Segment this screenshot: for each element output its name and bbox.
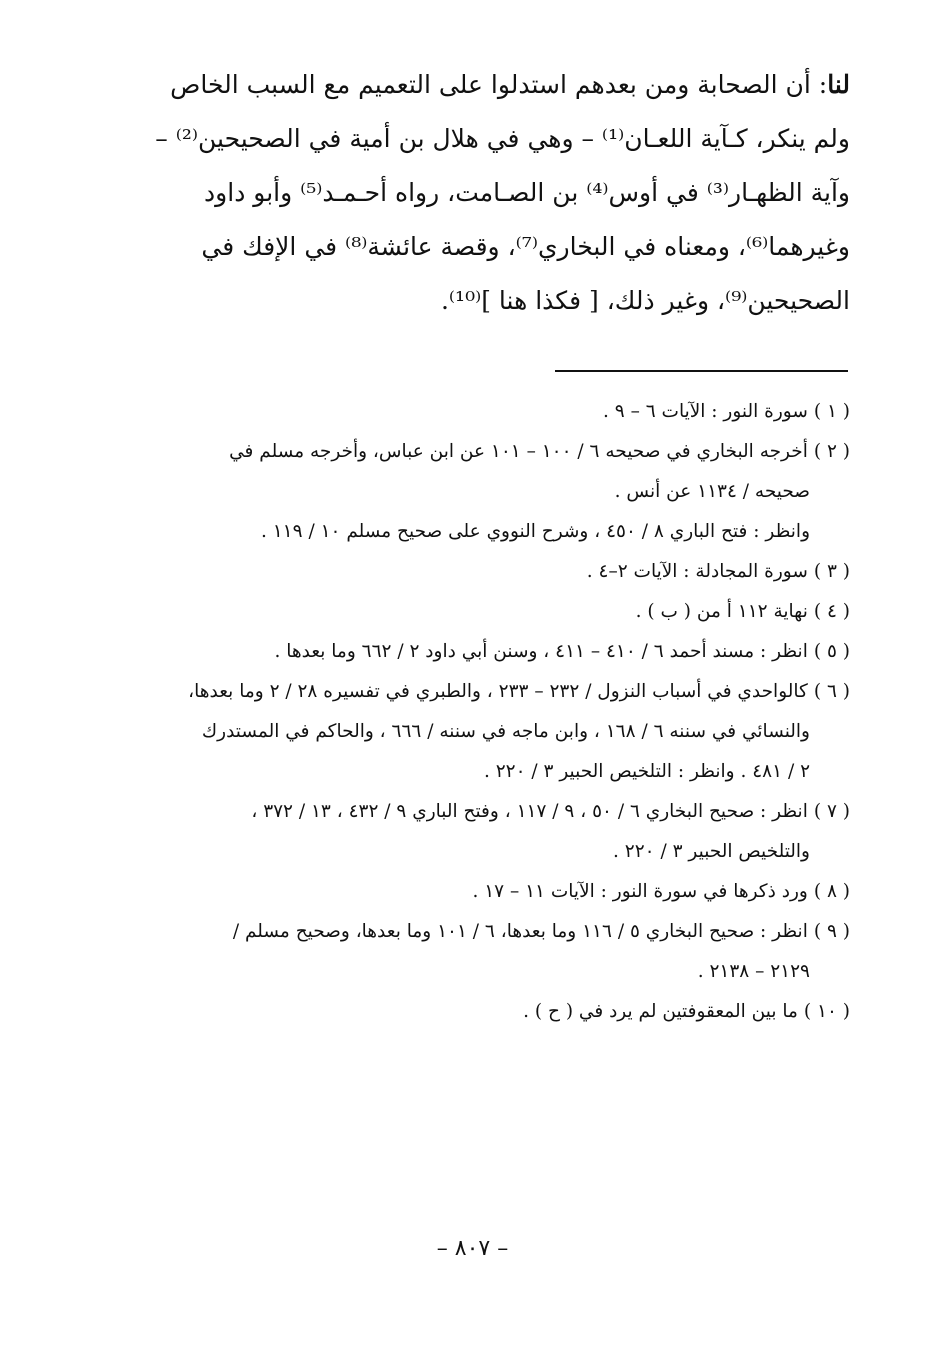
footnote-8: ( ٨ )ورد ذكرها في سورة النور : الآيات ١١ – ١٧ . bbox=[472, 881, 850, 902]
footnote-6-cont-1: والنسائي في سننه ٦ / ١٦٨ ، وابن ماجه في سننه / ٦٦٦ ، والحاكم في المستدرك bbox=[201, 721, 810, 742]
main-line-4: وغيرهما⁽⁶⁾، ومعناه في البخاري⁽⁷⁾، وقصة عائشة⁽⁸⁾ في الإفك في bbox=[201, 232, 850, 261]
footnote-7: ( ٧ )انظر : صحيح البخاري ٦ / ٥٠ ، ٩ / ١١٧ ، وفتح الباري ٩ / ٤٣٢ ، ١٣ / ٣٧٢ ، bbox=[251, 801, 850, 822]
footnote-4: ( ٤ )نهاية ١١٢ أ من ( ب ) . bbox=[635, 601, 850, 622]
footnote-9-cont-1: ٢١٢٩ – ٢١٣٨ . bbox=[697, 961, 810, 982]
page-number: – ٨٠٧ – bbox=[436, 1236, 509, 1261]
main-line-5: الصحيحين⁽⁹⁾، وغير ذلك، [ فكذا هنا ]⁽¹⁰⁾. bbox=[440, 286, 850, 315]
footnote-1: ( ١ )سورة النور : الآيات ٦ – ٩ . bbox=[603, 401, 850, 422]
footnote-10: ( ١٠ )ما بين المعقوفتين لم يرد في ( ح ) . bbox=[523, 1001, 850, 1022]
footnote-2-cont-1: صحيحه / ١١٣٤ عن أنس . bbox=[614, 481, 810, 502]
footnote-5: ( ٥ )انظر : مسند أحمد ٦ / ٤١٠ – ٤١١ ، وسنن أبي داود ٢ / ٦٦٢ وما بعدها . bbox=[274, 641, 850, 662]
footnotes bbox=[110, 392, 850, 1032]
main-line-1: لنا: أن الصحابة ومن بعدهم استدلوا على التعميم مع السبب الخاص bbox=[170, 70, 850, 99]
footnote-divider bbox=[555, 370, 848, 372]
footnote-2-cont-2: وانظر : فتح الباري ٨ / ٤٥٠ ، وشرح النووي على صحيح مسلم ١٠ / ١١٩ . bbox=[260, 521, 810, 542]
main-line-2: ولم ينكر، كـآية اللعـان⁽¹⁾ – وهي في هلال بن أمية في الصحيحين⁽²⁾ – bbox=[155, 124, 850, 153]
lead-word: لنا bbox=[827, 70, 850, 99]
footnote-6-cont-2: ٢ / ٤٨١ . وانظر : التلخيص الحبير ٣ / ٢٢٠ . bbox=[483, 761, 810, 782]
footnote-9: ( ٩ )انظر : صحيح البخاري ٥ / ١١٦ وما بعدها، ٦ / ١٠١ وما بعدها، وصحيح مسلم / bbox=[232, 921, 850, 942]
footnote-6: ( ٦ )كالواحدي في أسباب النزول / ٢٣٢ – ٢٣٣ ، والطبري في تفسيره ٢٨ / ٢ وما بعدها، bbox=[188, 681, 850, 702]
main-text bbox=[110, 58, 850, 328]
main-line-3: وآية الظهـار⁽³⁾ في أوس⁽⁴⁾ بن الصـامت، رواه أحـمـد⁽⁵⁾ وأبو داود bbox=[204, 178, 850, 207]
footnote-2: ( ٢ )أخرجه البخاري في صحيحه ٦ / ١٠٠ – ١٠١ عن ابن عباس، وأخرجه مسلم في bbox=[229, 441, 850, 462]
footnote-3: ( ٣ )سورة المجادلة : الآيات ٢–٤ . bbox=[586, 561, 850, 582]
footnote-7-cont-1: والتلخيص الحبير ٣ / ٢٢٠ . bbox=[613, 841, 810, 862]
